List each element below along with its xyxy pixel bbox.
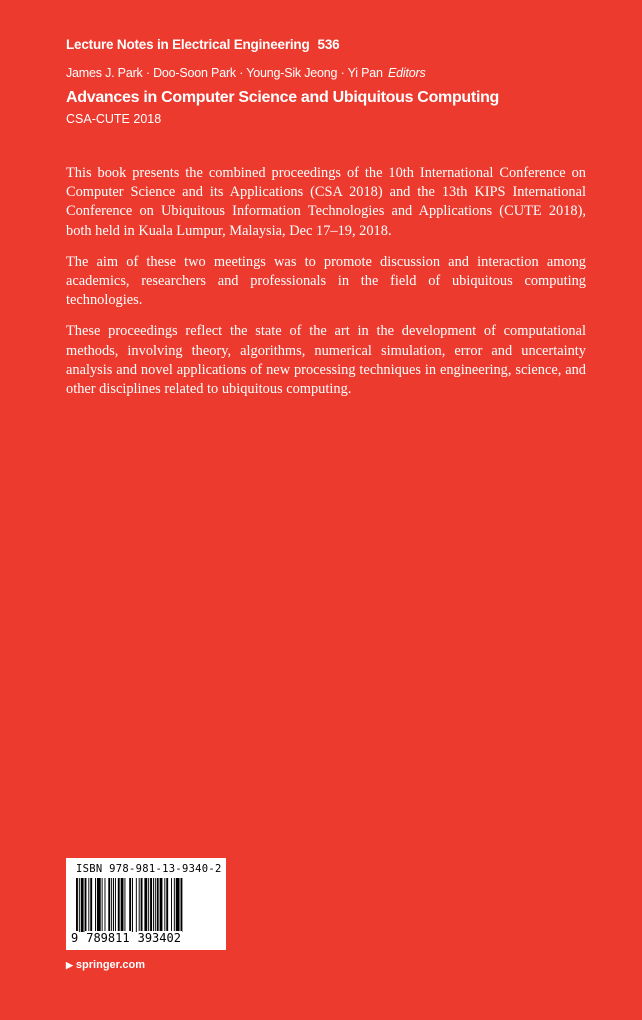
barcode-bars [74,878,220,938]
barcode-bar [166,878,168,932]
editors-role: Editors [388,66,426,80]
barcode-bar [171,878,172,932]
barcode-bar [108,878,110,932]
book-title: Advances in Computer Science and Ubiquitous Computing [66,89,500,106]
series-name: Lecture Notes in Electrical Engineering [66,37,310,52]
barcode-bar [132,878,133,932]
barcode-bar [115,878,116,932]
barcode-bar [81,878,84,932]
barcode-bar [129,878,131,932]
book-subtitle: CSA-CUTE 2018 [66,112,162,126]
barcode-bar [95,878,96,932]
barcode-bar [113,878,114,932]
barcode-bar [76,878,78,932]
book-blurb [66,164,586,411]
editor-names: James J. Park · Doo-Soon Park · Young-Sik Jeong · Yi Pan [66,66,383,80]
barcode-bar [88,878,89,932]
barcode-bar [102,878,103,932]
barcode-bar [79,878,80,932]
publisher-url: springer.com [75,959,145,971]
barcode-bar [97,878,101,932]
barcode-bar [153,878,154,932]
ean-left-group: 789811 [86,931,130,945]
barcode-bar [124,878,125,932]
barcode-bar [150,878,152,932]
editors-line [66,66,426,80]
ean-digits [70,931,222,945]
barcode-bar [148,878,149,932]
barcode-bar [118,878,120,932]
series-number: 536 [317,37,340,52]
barcode-bar [136,878,137,932]
barcode-bar [157,878,159,932]
isbn-label: ISBN 978-981-13-9340-2 [76,863,222,875]
barcode-bar [144,878,147,932]
barcode-bar [139,878,140,932]
barcode-bar [176,878,180,932]
barcode-bar [90,878,92,932]
ean-right-group: 393402 [137,931,181,945]
barcode-bar [141,878,143,932]
barcode-bar [111,878,112,932]
ean-first-digit: 9 [71,931,79,945]
blurb-paragraph: This book presents the combined proceedings of the 10th International Conference on Computer Science and its Applications (CSA 2018) and the 13th KIPS International Conference on Ubiquitous Information Technologies and Applications (CUTE 2018), both held in Kuala Lumpur, Malaysia, Dec 17–19, 2018. [66,165,586,239]
barcode-bar [164,878,165,932]
blurb-paragraph: The aim of these two meetings was to promote discussion and interaction among academics, researchers and professionals in the field of ubiquitous computing technologies. [66,253,586,309]
series-line [66,37,339,52]
barcode-bar [105,878,106,932]
barcode-bar [121,878,124,932]
barcode-bar [155,878,156,932]
isbn-barcode [66,858,226,950]
barcode-bar [181,878,183,932]
barcode-bar [85,878,87,932]
blurb-paragraph: These proceedings reflect the state of the art in the development of computational methods, involving theory, algorithms, numerical simulation, error and uncertainty analysis and novel applications of new processing techniques in engineering, science, and other disciplines related to ubiquitous computing. [66,323,586,398]
publisher-link[interactable] [66,959,145,971]
barcode-bar [174,878,175,932]
barcode-bar [160,878,163,932]
triangle-right-icon: ▶ [66,960,73,970]
